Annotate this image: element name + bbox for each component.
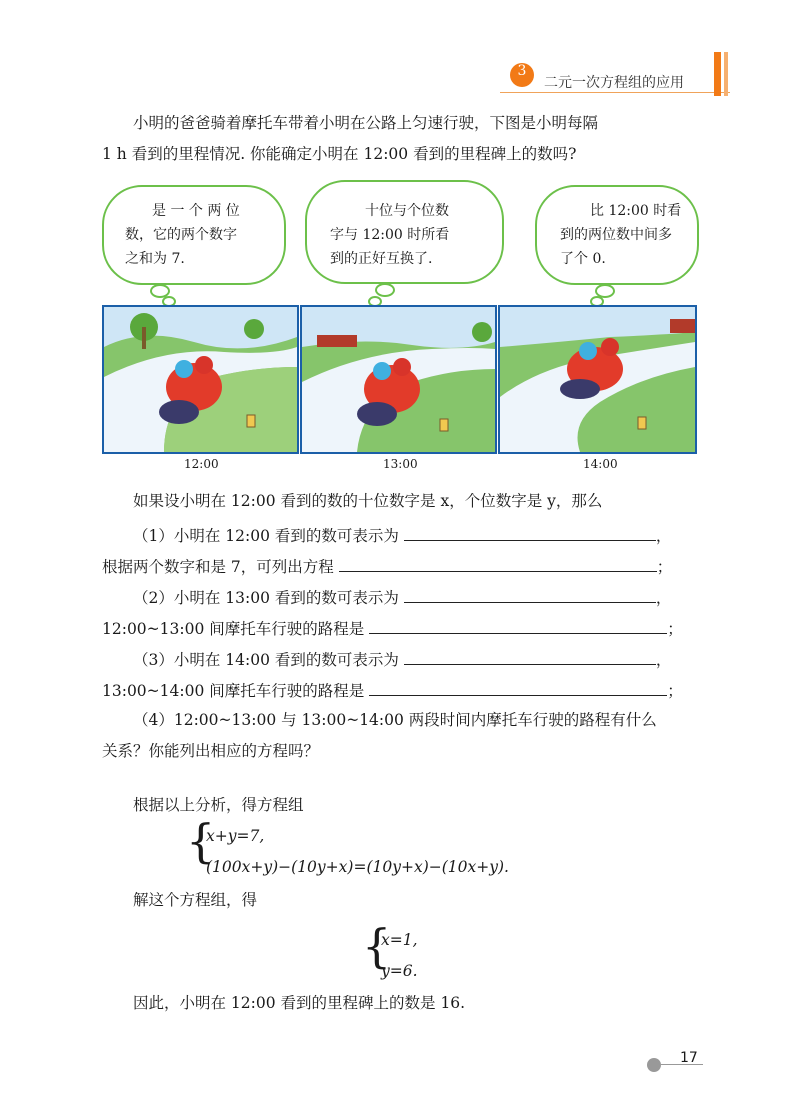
question-1b <box>102 555 672 577</box>
answer-blank[interactable] <box>404 586 656 603</box>
panel-time-3: 14:00 <box>583 457 618 471</box>
bubble-3-line-3: 了个 0. <box>560 251 606 267</box>
equation-1: x+y=7, <box>206 827 265 845</box>
question-3b <box>102 679 683 701</box>
question-3b-text: 13:00~14:00 间摩托车行驶的路程是 <box>102 682 365 700</box>
motorcycle-scene-illustration <box>500 307 695 452</box>
question-2a-text: （2）小明在 13:00 看到的数可表示为 <box>133 589 399 607</box>
answer-blank[interactable] <box>404 648 656 665</box>
comic-panel-2 <box>300 305 497 454</box>
header-accent-bar-light <box>724 52 728 96</box>
question-1b-text: 根据两个数字和是 7，可列出方程 <box>102 558 334 576</box>
solve-sentence: 解这个方程组，得 <box>133 891 258 909</box>
conclusion-sentence: 因此，小明在 12:00 看到的里程碑上的数是 16. <box>133 994 466 1012</box>
punctuation: ， <box>655 527 672 545</box>
panel-time-2: 13:00 <box>383 457 418 471</box>
solution-brace: { <box>362 919 392 973</box>
equation-system-brace: { <box>186 814 216 868</box>
motorcycle-scene-illustration <box>302 307 495 452</box>
question-3a-text: （3）小明在 14:00 看到的数可表示为 <box>133 651 399 669</box>
punctuation: ； <box>656 558 673 576</box>
panel-time-1: 12:00 <box>184 457 219 471</box>
bubble-2-line-3: 到的正好互换了. <box>330 251 433 267</box>
bubble-3-line-1: 比 12:00 时看 <box>590 203 682 219</box>
punctuation: ； <box>667 682 683 700</box>
question-2b <box>102 617 683 639</box>
header-accent-bar <box>714 52 721 96</box>
question-1a <box>133 524 671 546</box>
answer-blank[interactable] <box>369 679 667 696</box>
punctuation: ； <box>667 620 683 638</box>
header-rule <box>500 92 730 93</box>
answer-blank[interactable] <box>404 524 656 541</box>
question-2b-text: 12:00~13:00 间摩托车行驶的路程是 <box>102 620 365 638</box>
question-2a <box>133 586 671 608</box>
intro-line-2: 1 h 看到的里程情况. 你能确定小明在 12:00 看到的里程碑上的数吗? <box>102 145 577 163</box>
page-number-dot <box>647 1058 661 1072</box>
intro-line-1: 小明的爸爸骑着摩托车带着小明在公路上匀速行驶，下图是小明每隔 <box>133 114 599 132</box>
setup-sentence: 如果设小明在 12:00 看到的数的十位数字是 x，个位数字是 y，那么 <box>133 492 603 510</box>
bubble-2-line-1: 十位与个位数 <box>365 203 449 219</box>
bubble-puff <box>375 283 395 297</box>
bubble-1-line-3: 之和为 7. <box>125 251 185 267</box>
answer-blank[interactable] <box>369 617 667 634</box>
analysis-sentence: 根据以上分析，得方程组 <box>133 796 304 814</box>
bubble-1-line-1: 是 一 个 两 位 <box>152 203 240 219</box>
equation-2: (100x+y)−(10y+x)=(10y+x)−(10x+y). <box>206 858 509 876</box>
question-1a-text: （1）小明在 12:00 看到的数可表示为 <box>133 527 399 545</box>
chapter-number-badge: 3 <box>510 63 534 87</box>
bubble-3-line-2: 到的两位数中间多 <box>560 227 672 243</box>
punctuation: ， <box>655 651 672 669</box>
motorcycle-scene-illustration <box>104 307 297 452</box>
question-4b: 关系？你能列出相应的方程吗？ <box>102 742 320 760</box>
solution-x: x=1, <box>381 931 418 949</box>
comic-panel-1 <box>102 305 299 454</box>
chapter-title: 二元一次方程组的应用 <box>544 75 684 91</box>
question-4a: （4）12:00~13:00 与 13:00~14:00 两段时间内摩托车行驶的路程有什么 <box>133 711 657 729</box>
question-3a <box>133 648 671 670</box>
bubble-2-line-2: 字与 12:00 时所看 <box>330 227 450 243</box>
answer-blank[interactable] <box>339 555 657 572</box>
page-number: 17 <box>680 1050 698 1066</box>
punctuation: ， <box>655 589 672 607</box>
comic-panel-3 <box>498 305 697 454</box>
bubble-1-line-2: 数，它的两个数字 <box>125 227 237 243</box>
solution-y: y=6. <box>381 962 418 980</box>
